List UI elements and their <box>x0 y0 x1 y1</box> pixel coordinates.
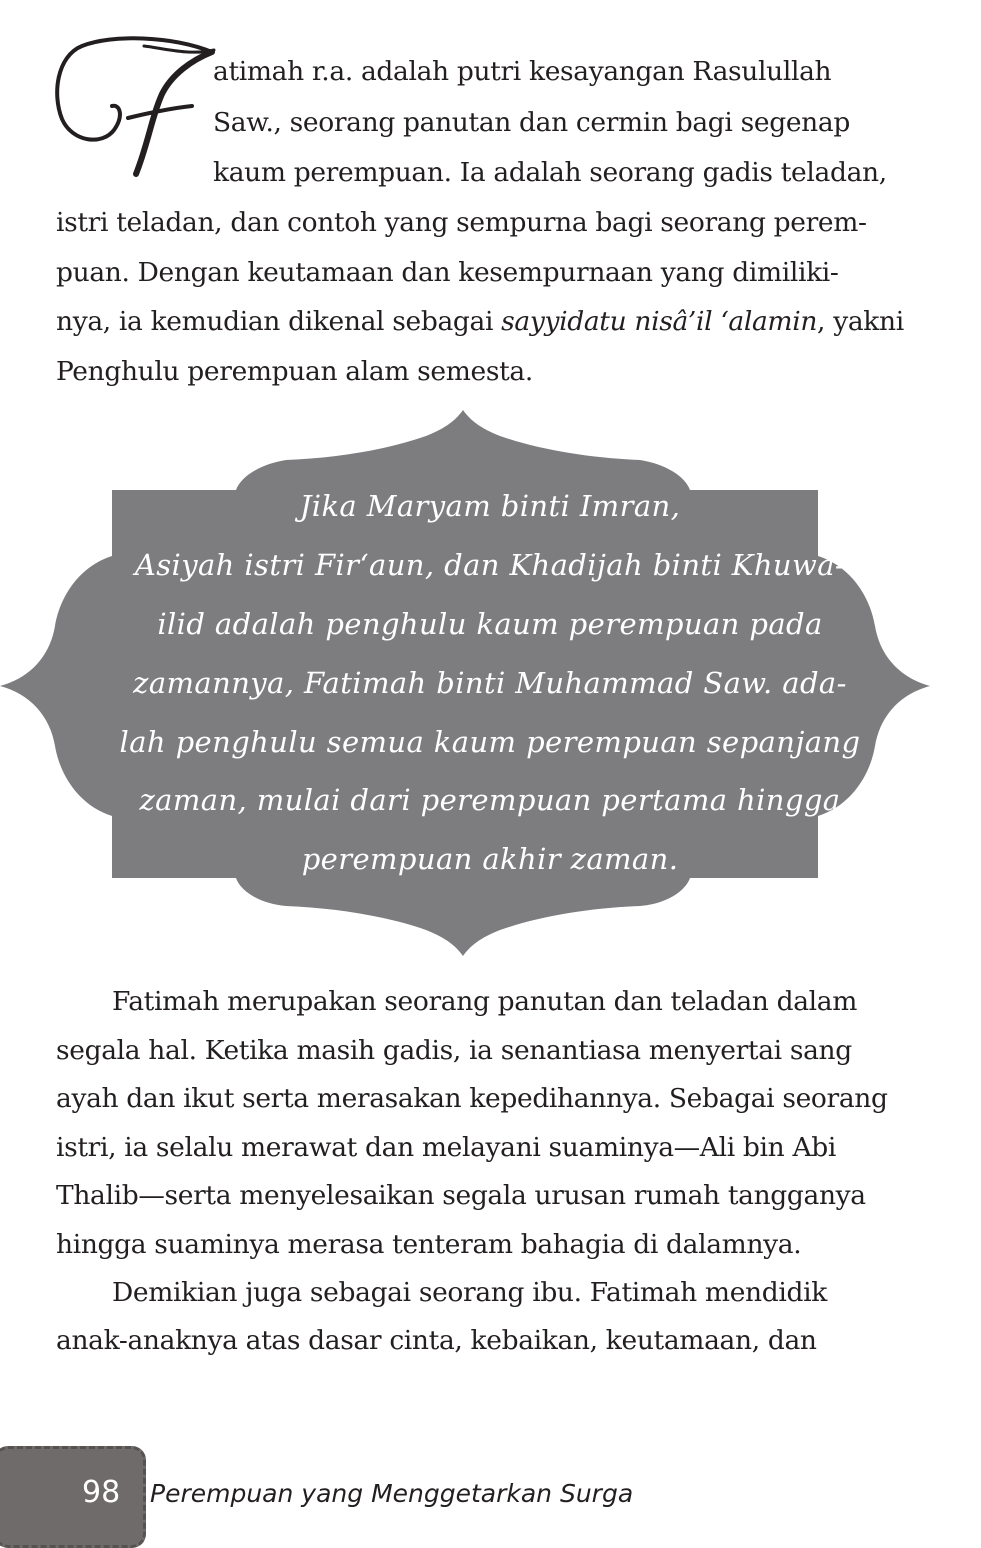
page-number-tab <box>0 1446 146 1548</box>
quote-box <box>0 406 981 960</box>
quote-line-4: zamannya, Fatimah binti Muhammad Saw. ada- <box>133 666 847 700</box>
quote-line-5: lah penghulu semua kaum perempuan sepanjang <box>119 725 861 759</box>
top-line-3: kaum perempuan. Ia adalah seorang gadis teladan, <box>213 157 887 188</box>
running-footer-title: Perempuan yang Menggetarkan Surga <box>150 1479 634 1508</box>
top-line-6 <box>56 306 904 337</box>
quote-line-1: Jika Maryam binti Imran, <box>299 489 681 523</box>
page-number: 98 <box>82 1475 121 1510</box>
quote-line-6: zaman, mulai dari perempuan pertama hingga <box>139 783 841 817</box>
body-line-6: hingga suaminya merasa tenteram bahagia di dalamnya. <box>56 1229 802 1260</box>
quote-line-7: perempuan akhir zaman. <box>301 842 679 876</box>
top-line-6-end: , yakni <box>817 306 904 337</box>
top-line-6-start: nya, ia kemudian dikenal sebagai <box>56 306 502 337</box>
top-line-4: istri teladan, dan contoh yang sempurna bagi seorang perem- <box>56 207 867 238</box>
body-line-7: Demikian juga sebagai seorang ibu. Fatimah mendidik <box>112 1277 827 1308</box>
arabic-term: sayyidatu nisâ’il ‘alamin <box>501 306 818 337</box>
quote-line-2: Asiyah istri Fir‘aun, dan Khadijah binti Khuwa- <box>134 548 846 582</box>
body-line-3: ayah dan ikut serta merasakan kepedihannya. Sebagai seorang <box>56 1083 888 1114</box>
top-line-2: Saw., seorang panutan dan cermin bagi segenap <box>213 107 850 138</box>
body-line-2: segala hal. Ketika masih gadis, ia senantiasa menyertai sang <box>56 1035 852 1066</box>
quote-line-3: ilid adalah penghulu kaum perempuan pada <box>157 607 823 641</box>
body-line-1: Fatimah merupakan seorang panutan dan teladan dalam <box>112 986 858 1017</box>
body-line-5: Thalib—serta menyelesaikan segala urusan rumah tangganya <box>56 1180 866 1211</box>
body-line-4: istri, ia selalu merawat dan melayani suaminya—Ali bin Abi <box>56 1132 836 1163</box>
top-line-5: puan. Dengan keutamaan dan kesempurnaan yang dimiliki- <box>56 257 839 288</box>
top-line-1: atimah r.a. adalah putri kesayangan Rasulullah <box>213 56 832 87</box>
dropcap-letter-f <box>52 34 222 184</box>
body-line-8: anak-anaknya atas dasar cinta, kebaikan, keutamaan, dan <box>56 1325 817 1356</box>
top-line-7: Penghulu perempuan alam semesta. <box>56 356 533 387</box>
